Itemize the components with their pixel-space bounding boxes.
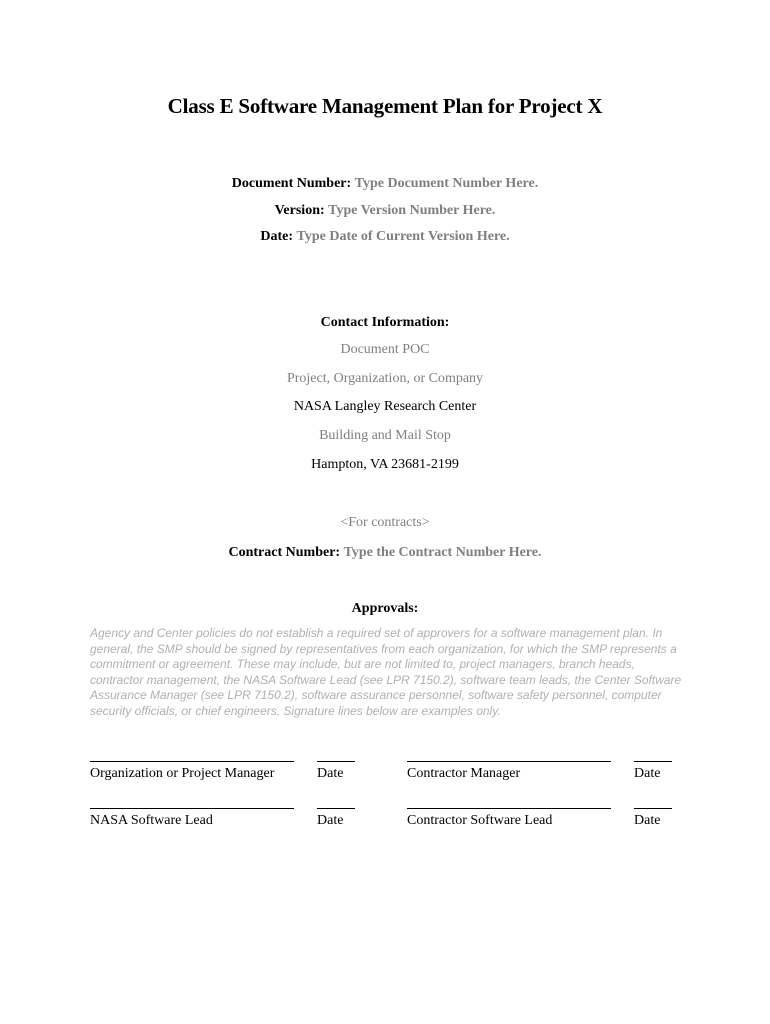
contract-number-value[interactable]: Type the Contract Number Here. — [343, 545, 542, 560]
signature-label-date-2: Date — [634, 766, 661, 781]
signature-label-date-1: Date — [317, 766, 344, 781]
signature-label-date-4: Date — [634, 813, 661, 828]
signature-line-date-3[interactable] — [317, 808, 355, 809]
signature-label-nasa-software-lead: NASA Software Lead — [90, 813, 213, 828]
version-line — [0, 203, 770, 219]
version-label: Version: — [274, 203, 325, 218]
contract-number-line — [0, 545, 770, 561]
contact-building[interactable]: Building and Mail Stop — [319, 428, 451, 443]
document-title: Class E Software Management Plan for Project X — [167, 94, 603, 118]
date-label: Date: — [260, 229, 294, 244]
contracts-tag: <For contracts> — [340, 515, 430, 530]
contact-poc[interactable]: Document POC — [340, 342, 430, 357]
approvals-heading: Approvals: — [351, 601, 419, 616]
date-line — [0, 229, 770, 245]
document-number-value[interactable]: Type Document Number Here. — [354, 176, 539, 191]
document-number-line — [0, 176, 770, 192]
signature-line-date-1[interactable] — [317, 761, 355, 762]
signature-line-date-4[interactable] — [634, 808, 672, 809]
signature-label-contractor-software-lead: Contractor Software Lead — [407, 813, 553, 828]
signature-line-org-manager[interactable] — [90, 761, 294, 762]
contact-organization[interactable]: Project, Organization, or Company — [286, 371, 484, 386]
document-number-label: Document Number: — [231, 176, 352, 191]
contact-center: NASA Langley Research Center — [293, 399, 477, 414]
signature-line-contractor-manager[interactable] — [407, 761, 611, 762]
signature-label-org-manager: Organization or Project Manager — [90, 766, 275, 781]
signature-line-contractor-software-lead[interactable] — [407, 808, 611, 809]
version-value[interactable]: Type Version Number Here. — [328, 203, 496, 218]
signature-line-nasa-software-lead[interactable] — [90, 808, 294, 809]
contact-city: Hampton, VA 23681-2199 — [311, 457, 459, 472]
signature-line-date-2[interactable] — [634, 761, 672, 762]
contract-number-label: Contract Number: — [228, 545, 341, 560]
signature-label-date-3: Date — [317, 813, 344, 828]
approvals-note: Agency and Center policies do not establish a required set of approvers for a software management plan. In general, the SMP should be signed by representatives from each organization, for which the SMP represents a commitment or agreement. These may include, but are not limited to, project managers, branch heads, contractor management, the NASA Software Lead (see LPR 7150.2), software team leads, the Center Software Assurance Manager (see LPR 7150.2), software assurance personnel, software safety personnel, computer security officials, or chief engineers. Signature lines below are examples only. — [90, 626, 682, 718]
contact-heading: Contact Information: — [320, 315, 450, 330]
signature-label-contractor-manager: Contractor Manager — [407, 766, 521, 781]
date-value[interactable]: Type Date of Current Version Here. — [296, 229, 510, 244]
